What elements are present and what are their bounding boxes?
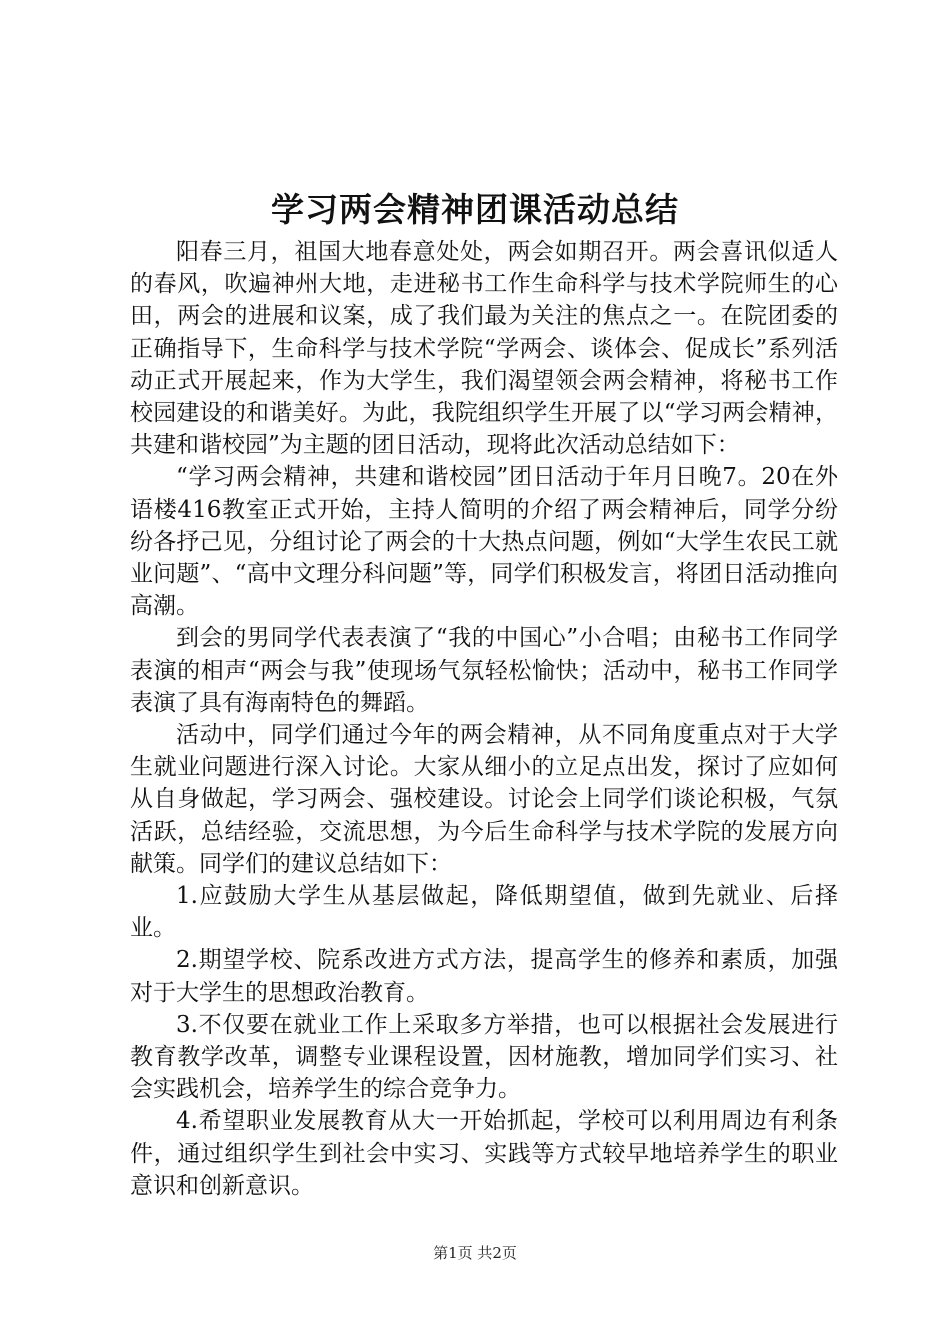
page-number: 第1页 共2页 bbox=[433, 1244, 517, 1262]
suggestion-item-3: 3.不仅要在就业工作上采取多方举措，也可以根据社会发展进行教育教学改革，调整专业课程设置，因材施教，增加同学们实习、社会实践机会，培养学生的综合竞争力。 bbox=[130, 1011, 838, 1103]
paragraph-discussion: 活动中，同学们通过今年的两会精神，从不同角度重点对于大学生就业问题进行深入讨论。大家从细小的立足点出发，探讨了应如何从自身做起，学习两会、强校建设。讨论会上同学们谈论积极，气氛活跃，总结经验，交流思想，为今后生命科学与技术学院的发展方向献策。同学们的建议总结如下： bbox=[130, 722, 838, 877]
suggestion-item-2: 2.期望学校、院系改进方式方法，提高学生的修养和素质，加强对于大学生的思想政治教育。 bbox=[130, 947, 838, 1006]
suggestion-item-1: 1.应鼓励大学生从基层做起，降低期望值，做到先就业、后择业。 bbox=[130, 883, 838, 942]
document-body bbox=[130, 236, 838, 1202]
paragraph-intro: 阳春三月，祖国大地春意处处，两会如期召开。两会喜讯似适人的春风，吹遍神州大地，走进秘书工作生命科学与技术学院师生的心田，两会的进展和议案，成了我们最为关注的焦点之一。在院团委的正确指导下，生命科学与技术学院“学两会、谈体会、促成长”系列活动正式开展起来，作为大学生，我们渴望领会两会精神，将秘书工作校园建设的和谐美好。为此，我院组织学生开展了以“学习两会精神，共建和谐校园”为主题的团日活动，现将此次活动总结如下： bbox=[130, 239, 838, 459]
document-title: 学习两会精神团课活动总结 bbox=[271, 190, 679, 229]
suggestion-item-4: 4.希望职业发展教育从大一开始抓起，学校可以利用周边有利条件，通过组织学生到社会中实习、实践等方式较早地培养学生的职业意识和创新意识。 bbox=[130, 1108, 838, 1199]
paragraph-performances: 到会的男同学代表表演了“我的中国心”小合唱；由秘书工作同学表演的相声“两会与我”使现场气氛轻松愉快；活动中，秘书工作同学表演了具有海南特色的舞蹈。 bbox=[130, 625, 838, 716]
paragraph-event: “学习两会精神，共建和谐校园”团日活动于年月日晚7。20在外语楼416教室正式开始，主持人简明的介绍了两会精神后，同学分纷纷各抒己见，分组讨论了两会的十大热点问题，例如“大学生农民工就业问题”、“高中文理分科问题”等，同学们积极发言，将团日活动推向高潮。 bbox=[130, 464, 838, 620]
